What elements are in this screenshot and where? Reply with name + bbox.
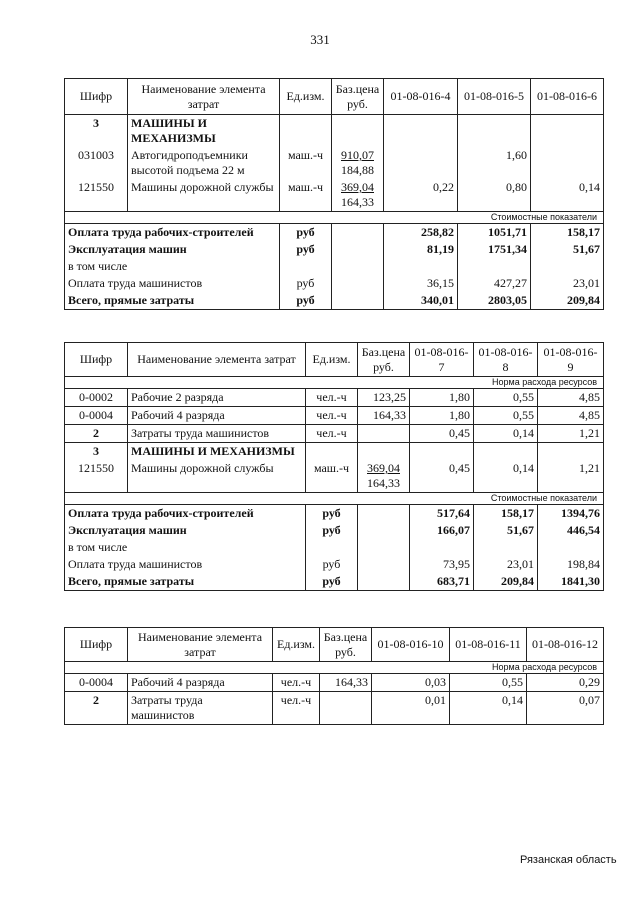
- cost-value: 51,67: [474, 522, 538, 539]
- row-price: [332, 147, 384, 179]
- row-value: 0,01: [372, 692, 450, 725]
- resource-table-3: [64, 627, 604, 725]
- price-current: 369,04: [367, 461, 400, 475]
- resource-table-1: [64, 78, 604, 310]
- row-unit: чел.-ч: [273, 692, 320, 725]
- cost-name: Оплата труда машинистов: [65, 556, 306, 573]
- row-value: 1,80: [410, 407, 474, 425]
- cost-unit: руб: [280, 224, 332, 242]
- cost-value: 683,71: [410, 573, 474, 591]
- row-name: Затраты труда машинистов: [128, 692, 273, 725]
- row-price: [332, 179, 384, 212]
- header-name: Наименование элемента затрат: [128, 79, 280, 115]
- cost-unit: руб: [280, 292, 332, 310]
- row-code: 121550: [65, 460, 128, 493]
- row-price: [358, 460, 410, 493]
- header-code: 01-08-016-10: [372, 628, 450, 662]
- row-value: [531, 147, 604, 179]
- row-code: 121550: [65, 179, 128, 212]
- row-name: Автогидроподъемники высотой подъема 22 м: [128, 147, 280, 179]
- header-code: 01-08-016-4: [384, 79, 458, 115]
- price-current: 910,07: [341, 148, 374, 162]
- row-name: Рабочие 2 разряда: [128, 389, 306, 407]
- header-unit: Ед.изм.: [273, 628, 320, 662]
- cost-value: 23,01: [531, 275, 604, 292]
- row-unit: маш.-ч: [280, 147, 332, 179]
- price-wage: 184,88: [341, 163, 374, 177]
- cost-unit: руб: [306, 556, 358, 573]
- header-price: Баз.цена руб.: [320, 628, 372, 662]
- cost-value: 1051,71: [458, 224, 531, 242]
- header-shifr: Шифр: [65, 79, 128, 115]
- cost-value: 427,27: [458, 275, 531, 292]
- cost-unit: руб: [280, 275, 332, 292]
- row-value: 0,29: [527, 674, 604, 692]
- cost-value: 1751,34: [458, 241, 531, 258]
- cost-unit: руб: [280, 241, 332, 258]
- row-value: 1,80: [410, 389, 474, 407]
- header-code: 01-08-016-7: [410, 343, 474, 377]
- cost-value: 1841,30: [538, 573, 604, 591]
- cost-value: 23,01: [474, 556, 538, 573]
- cost-value: 209,84: [531, 292, 604, 310]
- cost-value: 158,17: [531, 224, 604, 242]
- cost-value: 340,01: [384, 292, 458, 310]
- row-value: 0,14: [474, 425, 538, 443]
- header-price: Баз.цена руб.: [358, 343, 410, 377]
- row-value: 4,85: [538, 407, 604, 425]
- cost-value: 51,67: [531, 241, 604, 258]
- norm-subheader: Норма расхода ресурсов: [65, 662, 604, 674]
- cost-name: Эксплуатация машин: [65, 522, 306, 539]
- cost-value: 446,54: [538, 522, 604, 539]
- row-value: [384, 147, 458, 179]
- cost-value: 2803,05: [458, 292, 531, 310]
- row-code: 2: [65, 692, 128, 725]
- row-value: 0,22: [384, 179, 458, 212]
- cost-value: 1394,76: [538, 505, 604, 523]
- row-price: 123,25: [358, 389, 410, 407]
- cost-name: в том числе: [65, 539, 306, 556]
- cost-name: Всего, прямые затраты: [65, 292, 280, 310]
- row-price: 164,33: [358, 407, 410, 425]
- row-code: 0-0004: [65, 407, 128, 425]
- row-code: 031003: [65, 147, 128, 179]
- row-name: Машины дорожной службы: [128, 460, 306, 493]
- row-price: [358, 425, 410, 443]
- cost-name: Эксплуатация машин: [65, 241, 280, 258]
- cost-value: 258,82: [384, 224, 458, 242]
- cost-value: 73,95: [410, 556, 474, 573]
- cost-unit: руб: [306, 573, 358, 591]
- cost-name: Всего, прямые затраты: [65, 573, 306, 591]
- cost-value: 81,19: [384, 241, 458, 258]
- row-value: 1,60: [458, 147, 531, 179]
- cost-value: 517,64: [410, 505, 474, 523]
- cost-value: 36,15: [384, 275, 458, 292]
- price-wage: 164,33: [341, 195, 374, 209]
- cost-name: в том числе: [65, 258, 280, 275]
- row-value: 1,21: [538, 425, 604, 443]
- row-unit: чел.-ч: [306, 389, 358, 407]
- row-value: 0,14: [450, 692, 527, 725]
- row-name: Затраты труда машинистов: [128, 425, 306, 443]
- cost-subheader: Стоимостные показатели: [65, 493, 604, 505]
- row-code: 0-0004: [65, 674, 128, 692]
- header-name: Наименование элемента затрат: [128, 343, 306, 377]
- row-value: 0,45: [410, 460, 474, 493]
- header-code: 01-08-016-11: [450, 628, 527, 662]
- cost-subheader: Стоимостные показатели: [65, 212, 604, 224]
- header-code: 01-08-016-12: [527, 628, 604, 662]
- cost-unit: руб: [306, 505, 358, 523]
- page-number: 331: [310, 32, 330, 47]
- header-unit: Ед.изм.: [280, 79, 332, 115]
- row-value: 0,07: [527, 692, 604, 725]
- header-shifr: Шифр: [65, 628, 128, 662]
- row-value: 1,21: [538, 460, 604, 493]
- header-code: 01-08-016-6: [531, 79, 604, 115]
- row-code: 0-0002: [65, 389, 128, 407]
- row-price: [320, 692, 372, 725]
- row-code: 2: [65, 425, 128, 443]
- row-value: 0,45: [410, 425, 474, 443]
- row-value: 4,85: [538, 389, 604, 407]
- header-code: 01-08-016-5: [458, 79, 531, 115]
- header-name: Наименование элемента затрат: [128, 628, 273, 662]
- row-name: Рабочий 4 разряда: [128, 407, 306, 425]
- price-wage: 164,33: [367, 476, 400, 490]
- cost-value: 166,07: [410, 522, 474, 539]
- row-unit: чел.-ч: [306, 425, 358, 443]
- row-value: 0,14: [474, 460, 538, 493]
- cost-value: 209,84: [474, 573, 538, 591]
- row-unit: чел.-ч: [306, 407, 358, 425]
- row-price: 164,33: [320, 674, 372, 692]
- cost-value: 158,17: [474, 505, 538, 523]
- region-footer: Рязанская область: [520, 854, 617, 866]
- cost-name: Оплата труда машинистов: [65, 275, 280, 292]
- header-shifr: Шифр: [65, 343, 128, 377]
- section-title: МАШИНЫ И МЕХАНИЗМЫ: [128, 115, 280, 148]
- cost-name: Оплата труда рабочих-строителей: [65, 224, 280, 242]
- header-code: 01-08-016-9: [538, 343, 604, 377]
- row-unit: маш.-ч: [306, 460, 358, 493]
- row-name: Машины дорожной службы: [128, 179, 280, 212]
- section-number: 3: [65, 443, 128, 461]
- section-number: 3: [65, 115, 128, 148]
- price-current: 369,04: [341, 180, 374, 194]
- cost-value: 198,84: [538, 556, 604, 573]
- section-title: МАШИНЫ И МЕХАНИЗМЫ: [128, 443, 306, 461]
- resource-table-2: [64, 342, 604, 591]
- row-unit: маш.-ч: [280, 179, 332, 212]
- row-value: 0,55: [474, 407, 538, 425]
- row-value: 0,55: [474, 389, 538, 407]
- row-name: Рабочий 4 разряда: [128, 674, 273, 692]
- row-unit: чел.-ч: [273, 674, 320, 692]
- row-value: 0,80: [458, 179, 531, 212]
- row-value: 0,14: [531, 179, 604, 212]
- header-code: 01-08-016-8: [474, 343, 538, 377]
- row-value: 0,03: [372, 674, 450, 692]
- cost-unit: руб: [306, 522, 358, 539]
- cost-name: Оплата труда рабочих-строителей: [65, 505, 306, 523]
- header-price: Баз.цена руб.: [332, 79, 384, 115]
- norm-subheader: Норма расхода ресурсов: [65, 377, 604, 389]
- row-value: 0,55: [450, 674, 527, 692]
- header-unit: Ед.изм.: [306, 343, 358, 377]
